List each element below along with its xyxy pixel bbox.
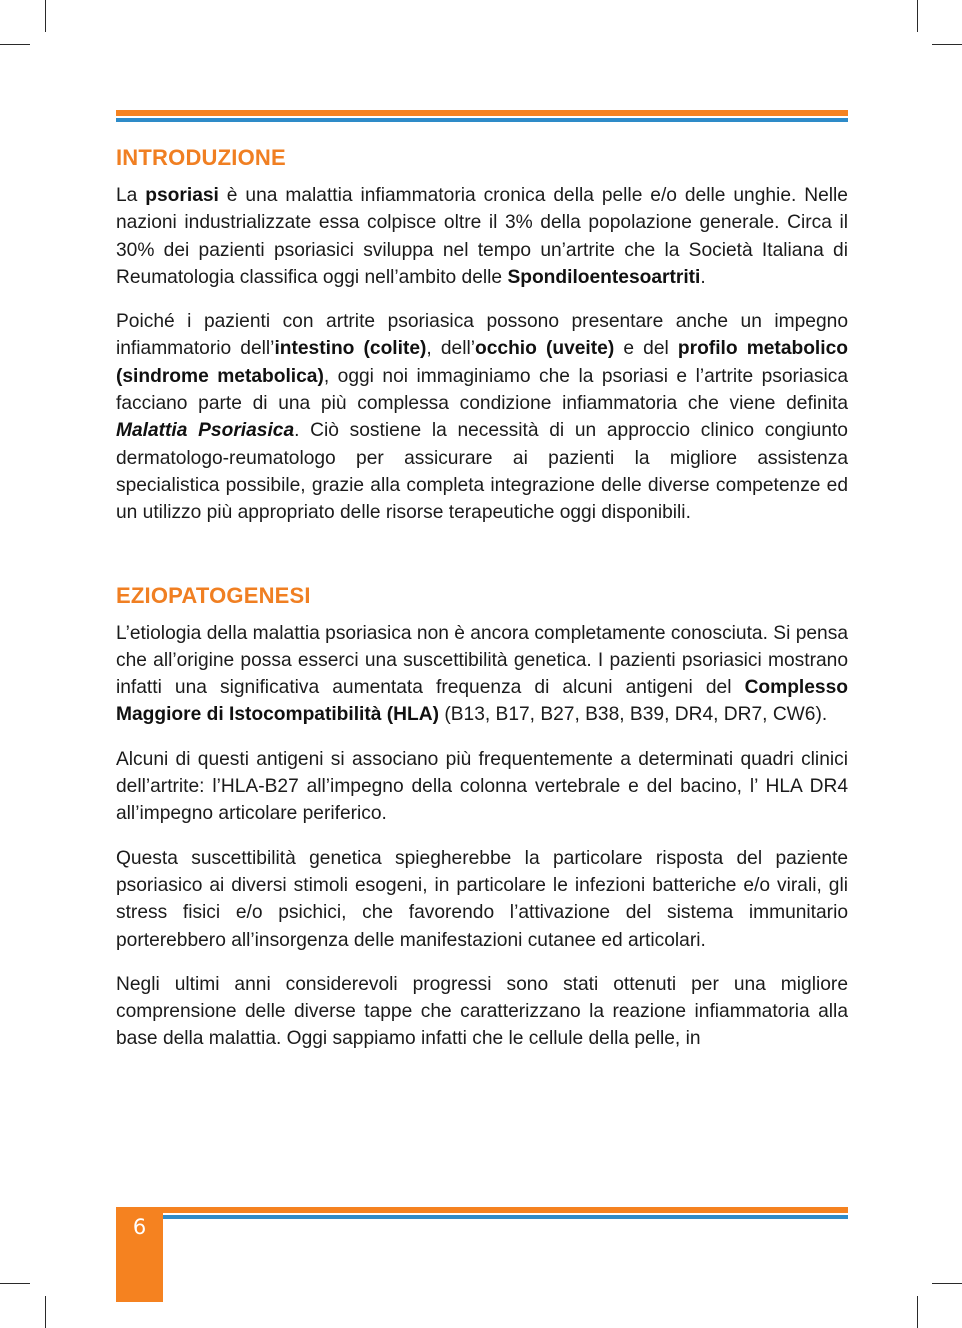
crop-mark	[45, 1296, 46, 1328]
intro-paragraph-2: Poiché i pazienti con artrite psoriasica possono presentare anche un impegno infiammatorio dell’intestino (colite), dell’occhio (uveite) e del profilo metabolico (sindrome metabolica), oggi noi immaginiamo che la psoriasi e l’artrite psoriasica facciano parte di una più complessa condizione infiammatoria che viene definita Malattia Psoriasica. Ciò sostiene la necessità di un approccio clinico congiunto dermatologo-reumatologo per assicurare ai pazienti la migliore assistenza specialistica possibile, grazie alla completa integrazione delle diverse competenze ed un utilizzo più appropriato delle risorse terapeutiche oggi disponibili.	[116, 311, 848, 524]
etio-paragraph-2: Alcuni di questi antigeni si associano più frequentemente a determinati quadri clinici dell’artrite: l’HLA-B27 all’impegno della colonna vertebrale e del bacino, l’ HLA DR4 all’impegno articolare periferico.	[116, 748, 848, 825]
crop-mark	[932, 1283, 962, 1284]
etio-paragraph-4: Negli ultimi anni considerevoli progressi sono stati ottenuti per una migliore comprensione delle diverse tappe che caratterizzano la reazione infiammatoria alla base della malattia. Oggi sappiamo infatti che le cellule della pelle, in	[116, 973, 848, 1050]
page-number: 6	[132, 1215, 147, 1239]
crop-mark	[917, 0, 918, 32]
footer-rule	[163, 1207, 848, 1219]
crop-mark	[0, 1283, 30, 1284]
crop-mark	[917, 1296, 918, 1328]
etio-paragraph-1: L’etiologia della malattia psoriasica non è ancora completamente conosciuta. Si pensa che all’origine possa esserci una suscettibilità genetica. I pazienti psoriasici mostrano infatti una significativa aumentata frequenza di alcuni antigeni del Complesso Maggiore di Istocompatibilità (HLA) (B13, B17, B27, B38, B39, DR4, DR7, CW6).	[116, 622, 848, 726]
crop-mark	[45, 0, 46, 32]
etio-paragraph-3: Questa suscettibilità genetica spiegherebbe la particolare risposta del paziente psoriasico ai diversi stimoli esogeni, in particolare le infezioni batteriche e/o virali, gli stress fisici e/o psichici, che favorendo l’attivazione del sistema immunitario porterebbero all’insorgenza delle manifestazioni cutanee ed articolari.	[116, 847, 848, 951]
crop-mark	[0, 44, 30, 45]
page-number-tab	[116, 1207, 163, 1302]
intro-paragraph-1: La psoriasi è una malattia infiammatoria cronica della pelle e/o delle unghie. Nelle nazioni industrializzate essa colpisce oltre il 3% della popolazione generale. Circa il 30% dei pazienti psoriasici sviluppa nel tempo un’artrite che la Società Italiana di Reumatologia classifica oggi nell’ambito delle Spondiloentesoartriti.	[116, 185, 848, 288]
crop-mark	[932, 44, 962, 45]
section-heading-eziopatogenesi: EZIOPATOGENESI	[116, 582, 311, 608]
section-heading-introduzione: INTRODUZIONE	[116, 145, 286, 170]
page-content	[116, 143, 848, 1053]
header-rule	[116, 110, 848, 122]
